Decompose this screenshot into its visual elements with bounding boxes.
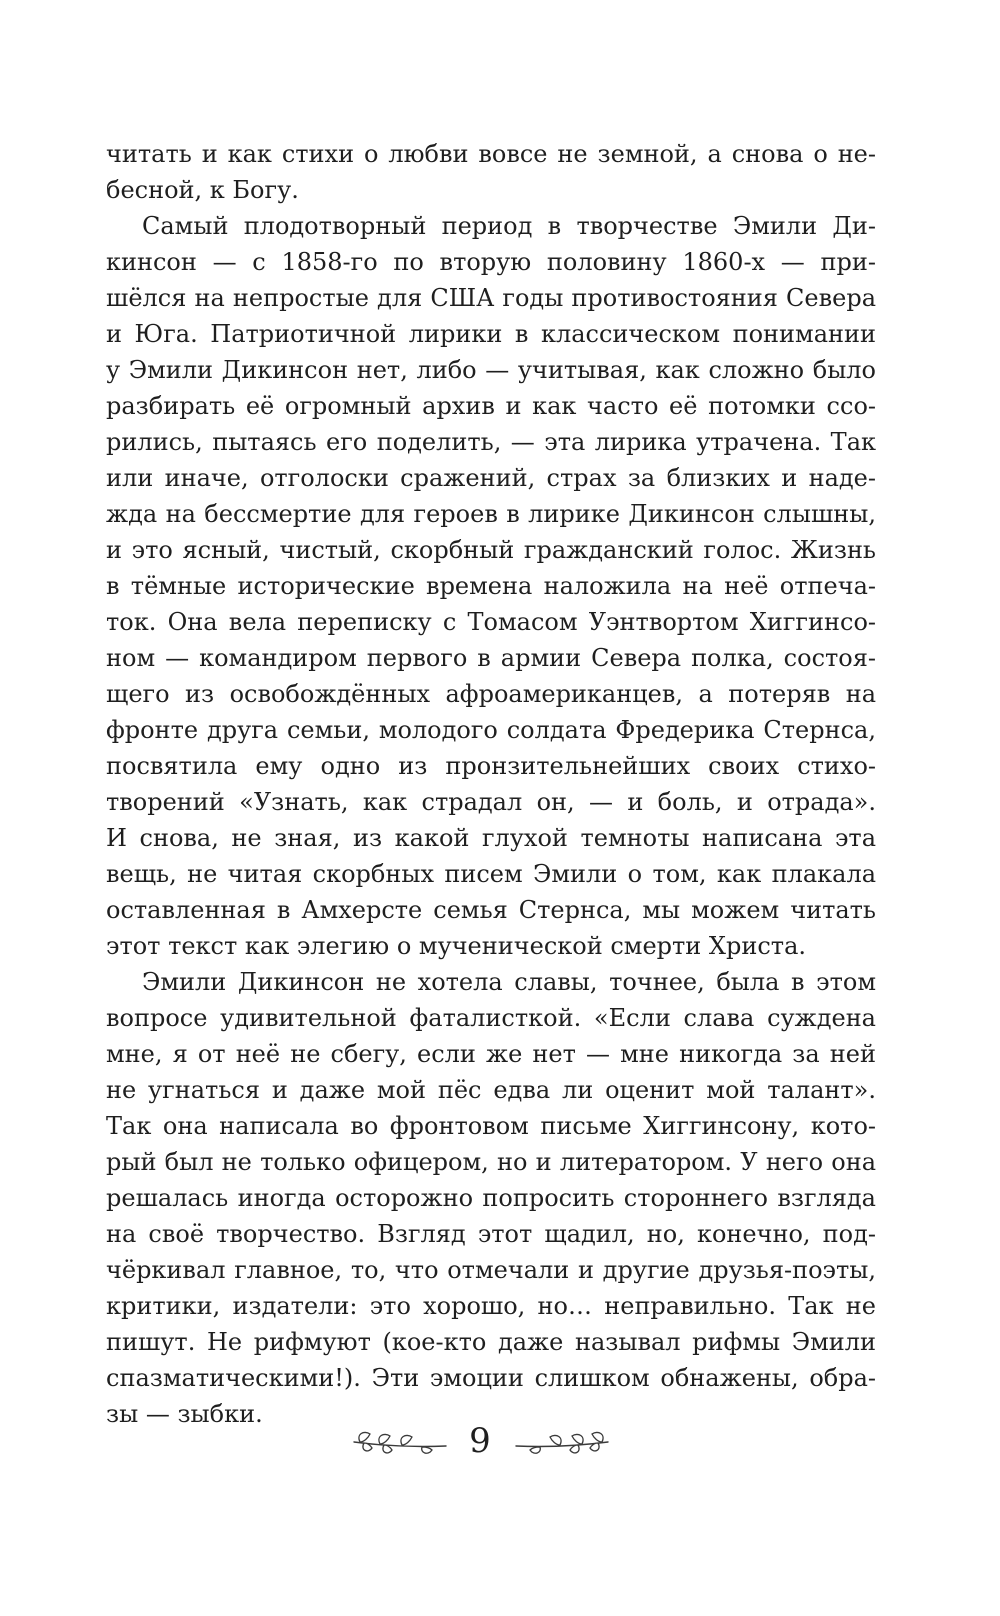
page-footer: [0, 1416, 1000, 1466]
text-line: творений «Узнать, как страдал он, — и боль, и отрада».: [106, 788, 876, 816]
text-line: фронте друга семьи, молодого солдата Фредерика Стернса,: [106, 716, 876, 744]
text-line: Самый плодотворный период в творчестве Эмили Ди-: [142, 212, 876, 240]
text-line: зы — зыбки.: [106, 1400, 263, 1428]
text-line: и Юга. Патриотичной лирики в классическом понимании: [106, 320, 876, 348]
text-line: мне, я от неё не сбегу, если же нет — мне никогда за ней: [106, 1040, 876, 1068]
text-line: этот текст как элегию о мученической смерти Христа.: [106, 932, 807, 960]
text-line: щего из освобождённых афроамериканцев, а потеряв на: [106, 680, 876, 708]
text-line: бесной, к Богу.: [106, 176, 299, 204]
text-line: в тёмные исторические времена наложила на неё отпеча-: [106, 572, 876, 600]
text-line: Эмили Дикинсон не хотела славы, точнее, была в этом: [142, 968, 876, 996]
text-line: решалась иногда осторожно попросить стороннего взгляда: [106, 1184, 876, 1212]
text-line: шёлся на непростые для США годы противостояния Севера: [106, 284, 876, 312]
text-line: вещь, не читая скорбных писем Эмили о том, как плакала: [106, 860, 876, 888]
text-line: чёркивал главное, то, что отмечали и другие друзья-поэты,: [106, 1256, 876, 1284]
laurel-branch-icon: [350, 1424, 450, 1458]
text-line: Так она написала во фронтовом письме Хиггинсону, кото-: [106, 1112, 876, 1140]
text-line: разбирать её огромный архив и как часто её потомки ссо-: [106, 392, 876, 420]
text-line: или иначе, отголоски сражений, страх за близких и наде-: [106, 464, 876, 492]
text-line: кинсон — с 1858-го по вторую половину 1860-х — при-: [106, 248, 876, 276]
text-line: критики, издатели: это хорошо, но… неправильно. Так не: [106, 1292, 876, 1320]
laurel-branch-icon: [512, 1424, 612, 1458]
text-line: у Эмили Дикинсон нет, либо — учитывая, как сложно было: [106, 356, 876, 384]
text-line: не угнаться и даже мой пёс едва ли оценит мой талант».: [106, 1076, 876, 1104]
text-line: оставленная в Амхерсте семья Стернса, мы можем читать: [106, 896, 876, 924]
text-line: читать и как стихи о любви вовсе не земной, а снова о не-: [106, 140, 876, 168]
text-line: И снова, не зная, из какой глухой темноты написана эта: [106, 824, 876, 852]
text-line: вопросе удивительной фаталисткой. «Если слава суждена: [106, 1004, 876, 1032]
text-line: спазматическими!). Эти эмоции слишком обнажены, обра-: [106, 1364, 876, 1392]
text-line: ном — командиром первого в армии Севера полка, состоя-: [106, 644, 876, 672]
page-number: 9: [469, 1421, 491, 1461]
text-line: на своё творчество. Взгляд этот щадил, но, конечно, под-: [106, 1220, 876, 1248]
text-line: ток. Она вела переписку с Томасом Уэнтвортом Хиггинсо-: [106, 608, 876, 636]
text-line: рились, пытаясь его поделить, — эта лирика утрачена. Так: [106, 428, 876, 456]
text-line: посвятила ему одно из пронзительнейших своих стихо-: [106, 752, 876, 780]
text-line: рый был не только офицером, но и литератором. У него она: [106, 1148, 876, 1176]
text-line: жда на бессмертие для героев в лирике Дикинсон слышны,: [106, 500, 876, 528]
text-line: и это ясный, чистый, скорбный гражданский голос. Жизнь: [106, 536, 876, 564]
text-line: пишут. Не рифмуют (кое-кто даже называл рифмы Эмили: [106, 1328, 876, 1356]
page-body: [106, 136, 876, 1432]
